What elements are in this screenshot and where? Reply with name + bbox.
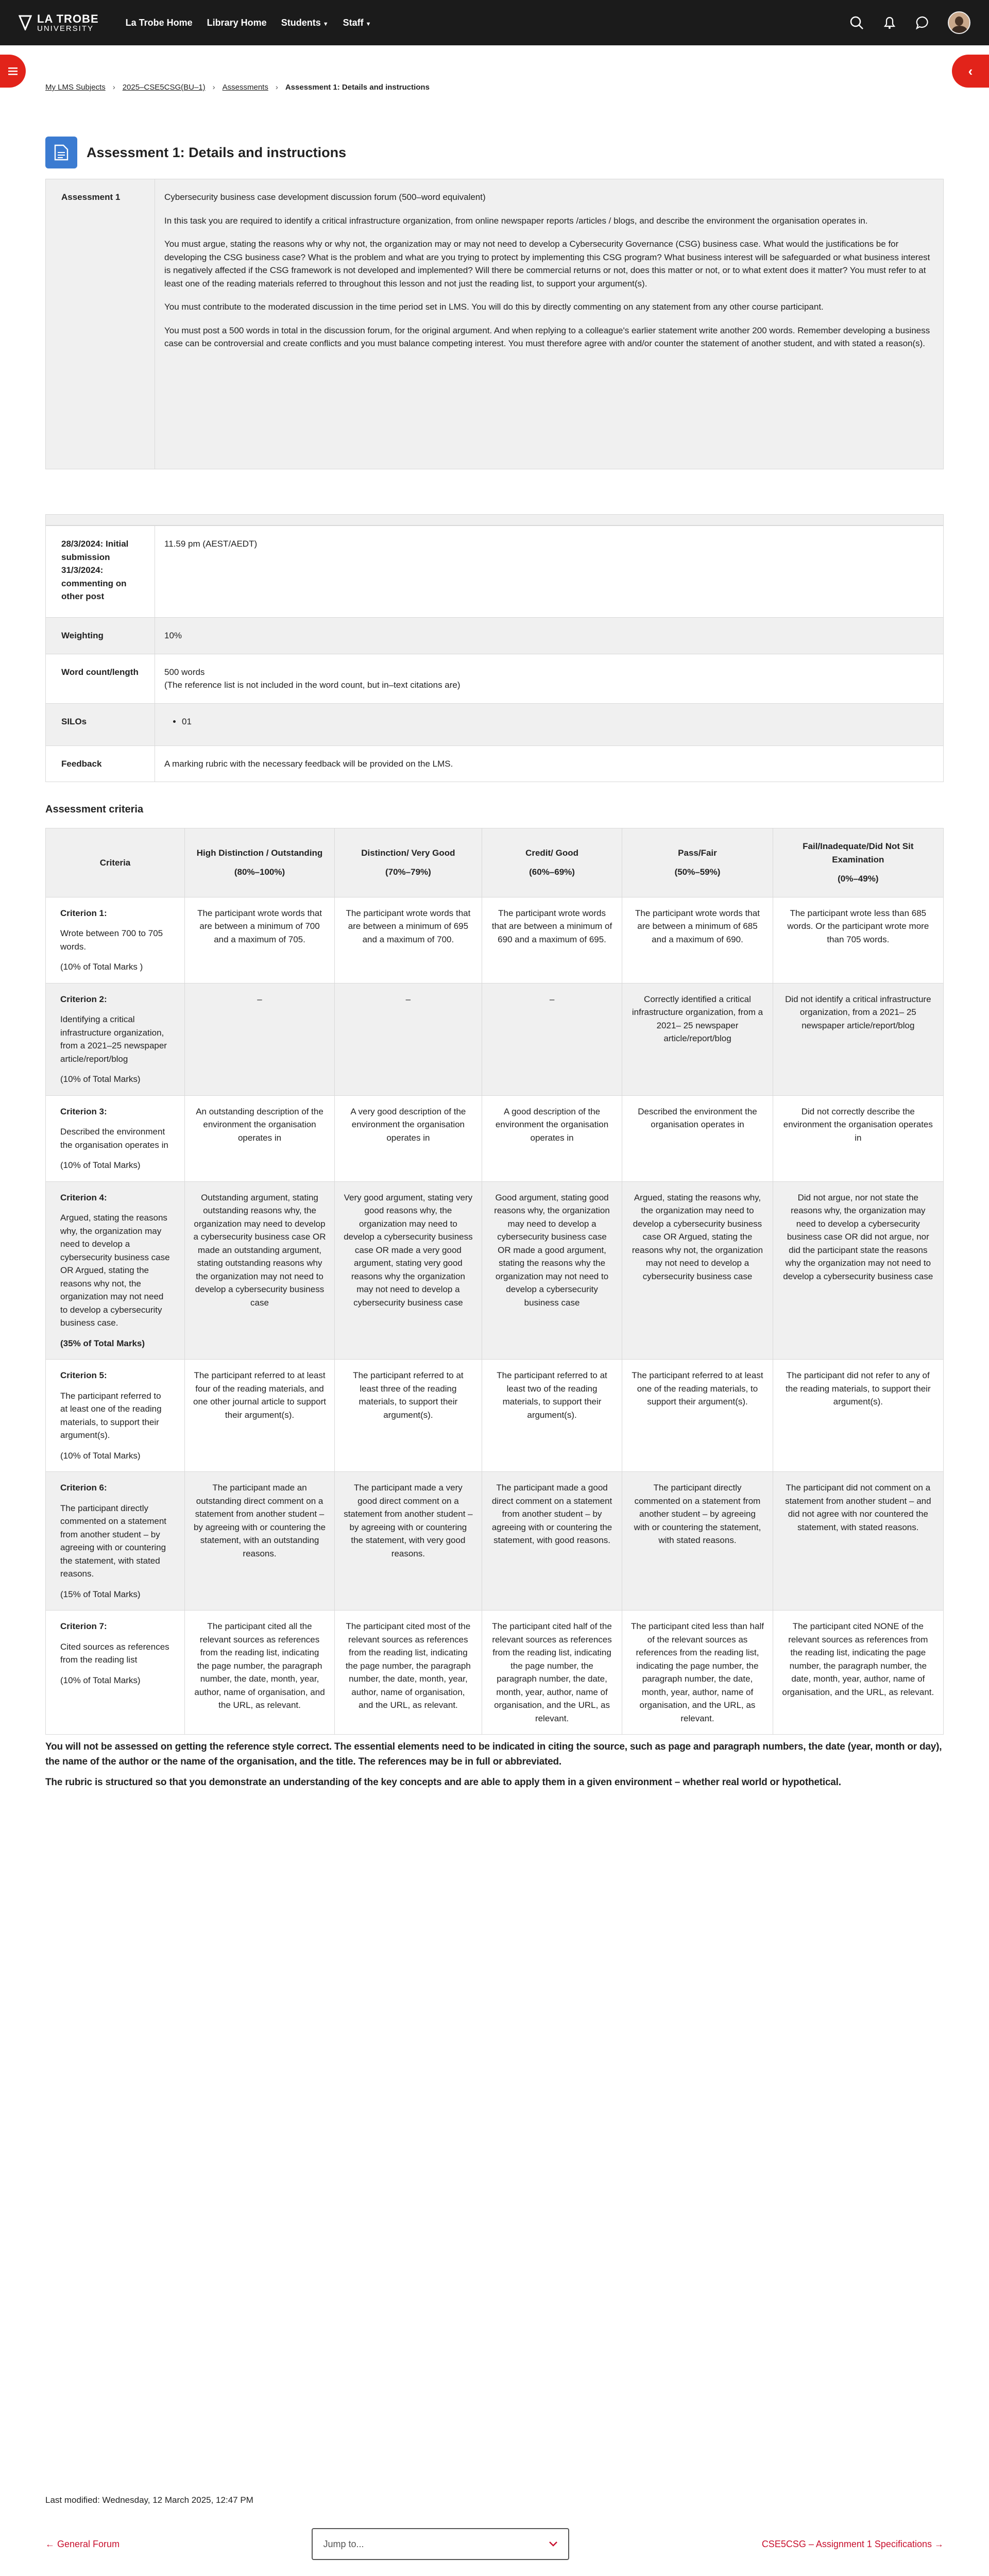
criterion-row [46,1472,944,1611]
jump-to-placeholder: Jump to... [323,2538,364,2549]
page-header [45,137,346,168]
criterion-row [46,897,944,983]
assessment-criteria-heading: Assessment criteria [45,804,144,815]
criterion-grade-cell: The participant cited less than half of the relevant sources as references from the reading list, indicating the page number, the paragraph number, the date, month, year, author, name of organisation, and the URL, as relevant. [622,1611,773,1735]
criterion-grade-cell: The participant wrote words that are between a minimum of 690 and a maximum of 695. [482,897,622,983]
column-header-range: (70%–79%) [385,867,431,877]
criterion-row [46,1611,944,1735]
criterion-grade-cell: The participant made an outstanding direct comment on a statement from another student – by agreeing with or countering the statement, with an outstanding reasons. [185,1472,335,1611]
column-header-title: Distinction/ Very Good [361,848,455,858]
assessment-label: Assessment 1 [46,179,155,469]
criterion-grade-cell: The participant did not refer to any of the reading materials, to support their argument(s). [773,1360,943,1472]
criterion-grade-cell: Described the environment the organisation operates in [622,1095,773,1181]
word-count-words: 500 words [164,667,205,677]
criterion-description: The participant directly commented on a statement from another student – by agreeing with or countering the statement, with stated reasons. [60,1503,167,1579]
criterion-grade-cell: Correctly identified a critical infrastructure organization, from a 2021– 25 newspaper article/report/blog [622,983,773,1095]
criterion-marks: (10% of Total Marks) [60,1074,141,1084]
criterion-marks: (10% of Total Marks) [60,1160,141,1170]
criterion-title: Criterion 6: [60,1483,107,1493]
course-index-toggle[interactable] [0,55,26,88]
column-header-title: Pass/Fair [678,848,717,858]
activity-navigation [45,2528,944,2561]
nav-students-label: Students [281,17,321,28]
criterion-grade-cell: The participant did not comment on a statement from another student – and did not agree with nor countered the statement, with stated reasons. [773,1472,943,1611]
criterion-grade-cell: Did not identify a critical infrastructure organization, from a 2021– 25 newspaper article/report/blog [773,983,943,1095]
chevron-down-icon: ▼ [322,21,329,27]
silos-label: SILOs [46,703,155,745]
criteria-column-header [482,828,622,897]
criterion-grade-cell: The participant referred to at least four of the reading materials, and one other journal article to support their argument(s). [185,1360,335,1472]
criterion-grade-cell: The participant wrote words that are between a minimum of 685 and a maximum of 690. [622,897,773,983]
breadcrumb-separator: › [212,83,215,92]
due-date-value: 11.59 pm (AEST/AEDT) [155,526,944,618]
criterion-cell [46,1095,185,1181]
criterion-grade-cell: A very good description of the environment the organisation operates in [335,1095,482,1181]
list-icon [8,67,18,75]
criterion-cell [46,897,185,983]
word-count-value [155,654,944,703]
rubric-note: The rubric is structured so that you demonstrate an understanding of the key concepts and are able to apply them in a given environment – whether real world or hypothetical. [45,1777,841,1788]
breadcrumb-my-lms-subjects[interactable]: My LMS Subjects [45,83,106,92]
criterion-description: Wrote between 700 to 705 words. [60,928,163,952]
chat-icon[interactable] [915,15,930,30]
criterion-grade-cell: A good description of the environment the organisation operates in [482,1095,622,1181]
arrow-right-icon: → [931,2538,944,2549]
criterion-title: Criterion 1: [60,908,107,918]
assessment-criteria-table-wrap [45,828,944,2477]
criterion-title: Criterion 3: [60,1106,107,1116]
criterion-grade-cell: The participant wrote words that are between a minimum of 695 and a maximum of 700. [335,897,482,983]
logo-icon [19,15,32,30]
criterion-cell [46,1611,185,1735]
assessment-paragraph: You must argue, stating the reasons why or why not, the organization may or may not need to develop a Cybersecurity Governance (CSG) business case. What would the justifications be for developing the CSG business case? What is the problem and what are you trying to protect by implementing this CSG program? What business interest will be safeguarded or what business interest is negatively affected if the CSG framework is not developed and implemented? Will there be commercial returns or not, does this matter or not, or to what extent does it matter? You must refer to at least one of the reading materials referred to throughout this lesson and not just the reading list, to support your argument(s). [164,239,930,289]
breadcrumb-assessments[interactable]: Assessments [222,83,268,92]
breadcrumb [45,83,430,92]
prev-activity-label: General Forum [57,2538,120,2549]
criterion-description: Identifying a critical infrastructure organization, from a 2021–25 newspaper article/report/blog [60,1014,167,1064]
chevron-down-icon: ▼ [365,21,371,27]
assessment-description [155,179,944,469]
weighting-label: Weighting [46,618,155,654]
site-logo[interactable] [19,13,126,32]
assessment-criteria-table [45,828,944,1735]
criterion-description: Cited sources as references from the reading list [60,1641,169,1665]
page-title: Assessment 1: Details and instructions [87,144,347,160]
nav-staff-label: Staff [343,17,364,28]
chevron-down-icon [549,2541,558,2547]
criteria-header-row [46,828,944,897]
criterion-title: Criterion 2: [60,994,107,1004]
next-activity-label: CSE5CSG – Assignment 1 Specifications [761,2538,932,2549]
criterion-marks: (10% of Total Marks) [60,1450,141,1461]
criterion-description: The participant referred to at least one of the reading materials, to support their argument(s). [60,1391,162,1440]
jump-to-select[interactable] [312,2528,569,2560]
criterion-marks: (35% of Total Marks) [60,1338,145,1348]
criterion-cell [46,1360,185,1472]
nav-students-menu[interactable] [281,18,329,28]
criterion-grade-cell: The participant referred to at least three of the reading materials, to support their argument(s). [335,1360,482,1472]
silo-item: • 01 [182,715,934,728]
criterion-description: Described the environment the organisation operates in [60,1127,168,1150]
criterion-marks: (10% of Total Marks ) [60,962,143,972]
assessment-paragraph: Cybersecurity business case development discussion forum (500–word equivalent) [164,192,486,202]
criterion-grade-cell: The participant cited most of the relevant sources as references from the reading list, indicating the page number, the paragraph number, the date, month, year, author, name of organisation, and the URL, as relevant. [335,1611,482,1735]
criterion-row [46,983,944,1095]
word-count-label: Word count/length [46,654,155,703]
criterion-grade-cell: Outstanding argument, stating outstanding reasons why, the organization may need to develop a cybersecurity business case OR made an outstanding argument, stating outstanding reasons why the organization may not need to develop a cybersecurity business case [185,1181,335,1360]
breadcrumb-separator: › [275,83,278,92]
criteria-column-header [622,828,773,897]
criterion-cell [46,1472,185,1611]
criteria-column-header [46,828,185,897]
top-navbar [0,0,989,45]
criterion-grade-cell: The participant wrote less than 685 words. Or the participant wrote more than 705 words. [773,897,943,983]
criteria-column-header [335,828,482,897]
criterion-grade-cell: An outstanding description of the environment the organisation operates in [185,1095,335,1181]
criteria-column-header [185,828,335,897]
assessment-paragraph: In this task you are required to identify a critical infrastructure organization, from online newspaper reports /articles / blogs, and describe the environment the organisation operates in. [164,215,868,226]
criterion-row [46,1360,944,1472]
criterion-grade-cell: The participant referred to at least one of the reading materials, to support their argument(s). [622,1360,773,1472]
criterion-row [46,1181,944,1360]
arrow-left-icon: ← [45,2538,58,2549]
criterion-grade-cell: Did not argue, nor not state the reasons why, the organization may need to develop a cybersecurity business case OR did not argue, nor did the participant state the reasons why the organization may not need to develop a cybersecurity business case [773,1181,943,1360]
column-header-title: Criteria [99,857,131,868]
criteria-body [46,897,944,1735]
assessment-paragraph: You must post a 500 words in total in the discussion forum, for the original argument. And when replying to a colleague's earlier statement write another 200 words. Remember developing a business case can be controversial and create conflicts and you must balance competing interest. You must therefore agree with and/or counter the statement of another student, and with stated a reason(s). [164,325,930,348]
nav-staff-menu[interactable] [343,18,371,28]
breadcrumb-course[interactable]: 2025–CSE5CSG(BU–1) [122,83,206,92]
criterion-grade-cell: The participant referred to at least two of the reading materials, to support their argument(s). [482,1360,622,1472]
criterion-cell [46,983,185,1095]
criterion-grade-cell: – [335,983,482,1095]
next-activity-link[interactable] [762,2539,944,2550]
criteria-notes [45,1740,944,1790]
criterion-grade-cell: The participant cited all the relevant sources as references from the reading list, indicating the page number, the paragraph number, the date, month, year, author, name of organisation, and the URL, as relevant. [185,1611,335,1735]
criterion-cell [46,1181,185,1360]
criterion-description: Argued, stating the reasons why, the organization may need to develop a cybersecurity business case OR Argued, stating the reasons why not, the organization may not need to develop a cybersecurity business case. [60,1213,170,1328]
criterion-row [46,1095,944,1181]
block-drawer-toggle[interactable] [952,55,989,88]
logo-line-1: LA TROBE [37,12,99,25]
prev-activity-link[interactable] [45,2539,120,2550]
due-date-label: 28/3/2024: Initial submission 31/3/2024: commenting on other post [46,526,155,618]
nav-library-home[interactable]: Library Home [207,17,267,28]
criterion-grade-cell: The participant made a very good direct comment on a statement from another student – by agreeing with or countering the statement, with very good reasons. [335,1472,482,1611]
criterion-marks: (10% of Total Marks) [60,1675,141,1685]
assessment-paragraph: You must contribute to the moderated discussion in the time period set in LMS. You will do this by directly commenting on any statement from any other course participant. [164,302,824,312]
assessment-details-table [45,526,944,782]
criterion-grade-cell: Argued, stating the reasons why, the organization may need to develop a cybersecurity business case OR Argued, stating the reasons why not, the organization may not need to develop a cybersecurity business case [622,1181,773,1360]
breadcrumb-separator: › [112,83,115,92]
user-avatar[interactable] [948,11,970,34]
chevron-left-icon: ‹ [968,63,973,79]
column-header-range: (60%–69%) [529,867,575,877]
criteria-column-header [773,828,943,897]
criterion-grade-cell: – [185,983,335,1095]
criterion-grade-cell: Did not correctly describe the environment the organisation operates in [773,1095,943,1181]
word-count-note: (The reference list is not included in the word count, but in–text citations are) [164,680,461,690]
criterion-title: Criterion 4: [60,1192,107,1202]
criterion-grade-cell: – [482,983,622,1095]
criterion-grade-cell: The participant cited half of the relevant sources as references from the reading list, indicating the page number, the paragraph number, the date, month, year, author, name of organisation, and the URL, as relevant. [482,1611,622,1735]
breadcrumb-current: Assessment 1: Details and instructions [285,83,430,92]
bell-icon[interactable] [882,15,897,30]
column-header-title: Fail/Inadequate/Did Not Sit Examination [803,841,914,865]
criterion-grade-cell: Very good argument, stating very good reasons why, the organization may need to develop a cybersecurity business case OR made a very good argument, stating very good reasons why the organization may not need to develop a cybersecurity business case [335,1181,482,1360]
assignment-icon [45,137,77,168]
criterion-title: Criterion 7: [60,1621,107,1631]
reference-style-note: You will not be assessed on getting the reference style correct. The essential elements need to be indicated in citing the source, such as page and paragraph numbers, the date (year, month or day), the name of the author or the name of the organisation, and the title. The references may be in full or abbreviated. [45,1741,942,1767]
column-header-title: Credit/ Good [525,848,579,858]
column-header-range: (0%–49%) [838,874,879,884]
criterion-grade-cell: The participant directly commented on a statement from another student – by agreeing with or countering the statement, with stated reasons. [622,1472,773,1611]
column-header-range: (50%–59%) [674,867,721,877]
logo-line-2: UNIVERSITY [37,24,94,33]
silos-value [155,703,944,745]
criterion-grade-cell: The participant cited NONE of the relevant sources as references from the reading list, indicating the page number, the paragraph number, the date, month, year, author, name of organisation, and the URL, as relevant. [773,1611,943,1735]
criterion-grade-cell: Good argument, stating good reasons why, the organization may need to develop a cybersecurity business case OR made a good argument, stating the reasons why the organization may not need to develop a cybersecurity business case [482,1181,622,1360]
criterion-grade-cell: The participant wrote words that are between a minimum of 700 and a maximum of 705. [185,897,335,983]
feedback-label: Feedback [46,745,155,782]
criterion-marks: (15% of Total Marks) [60,1589,141,1599]
column-header-range: (80%–100%) [234,867,285,877]
column-header-title: High Distinction / Outstanding [196,848,323,858]
criterion-title: Criterion 5: [60,1370,107,1380]
feedback-value: A marking rubric with the necessary feedback will be provided on the LMS. [155,745,944,782]
assessment-description-table [45,179,944,469]
search-icon[interactable] [849,15,864,30]
weighting-value: 10% [155,618,944,654]
last-modified: Last modified: Wednesday, 12 March 2025, 12:47 PM [45,2495,253,2505]
nav-la-trobe-home[interactable]: La Trobe Home [125,17,193,28]
criterion-grade-cell: The participant made a good direct comment on a statement from another student – by agreeing with or countering the statement, with good reasons. [482,1472,622,1611]
table-divider-row [45,514,944,526]
